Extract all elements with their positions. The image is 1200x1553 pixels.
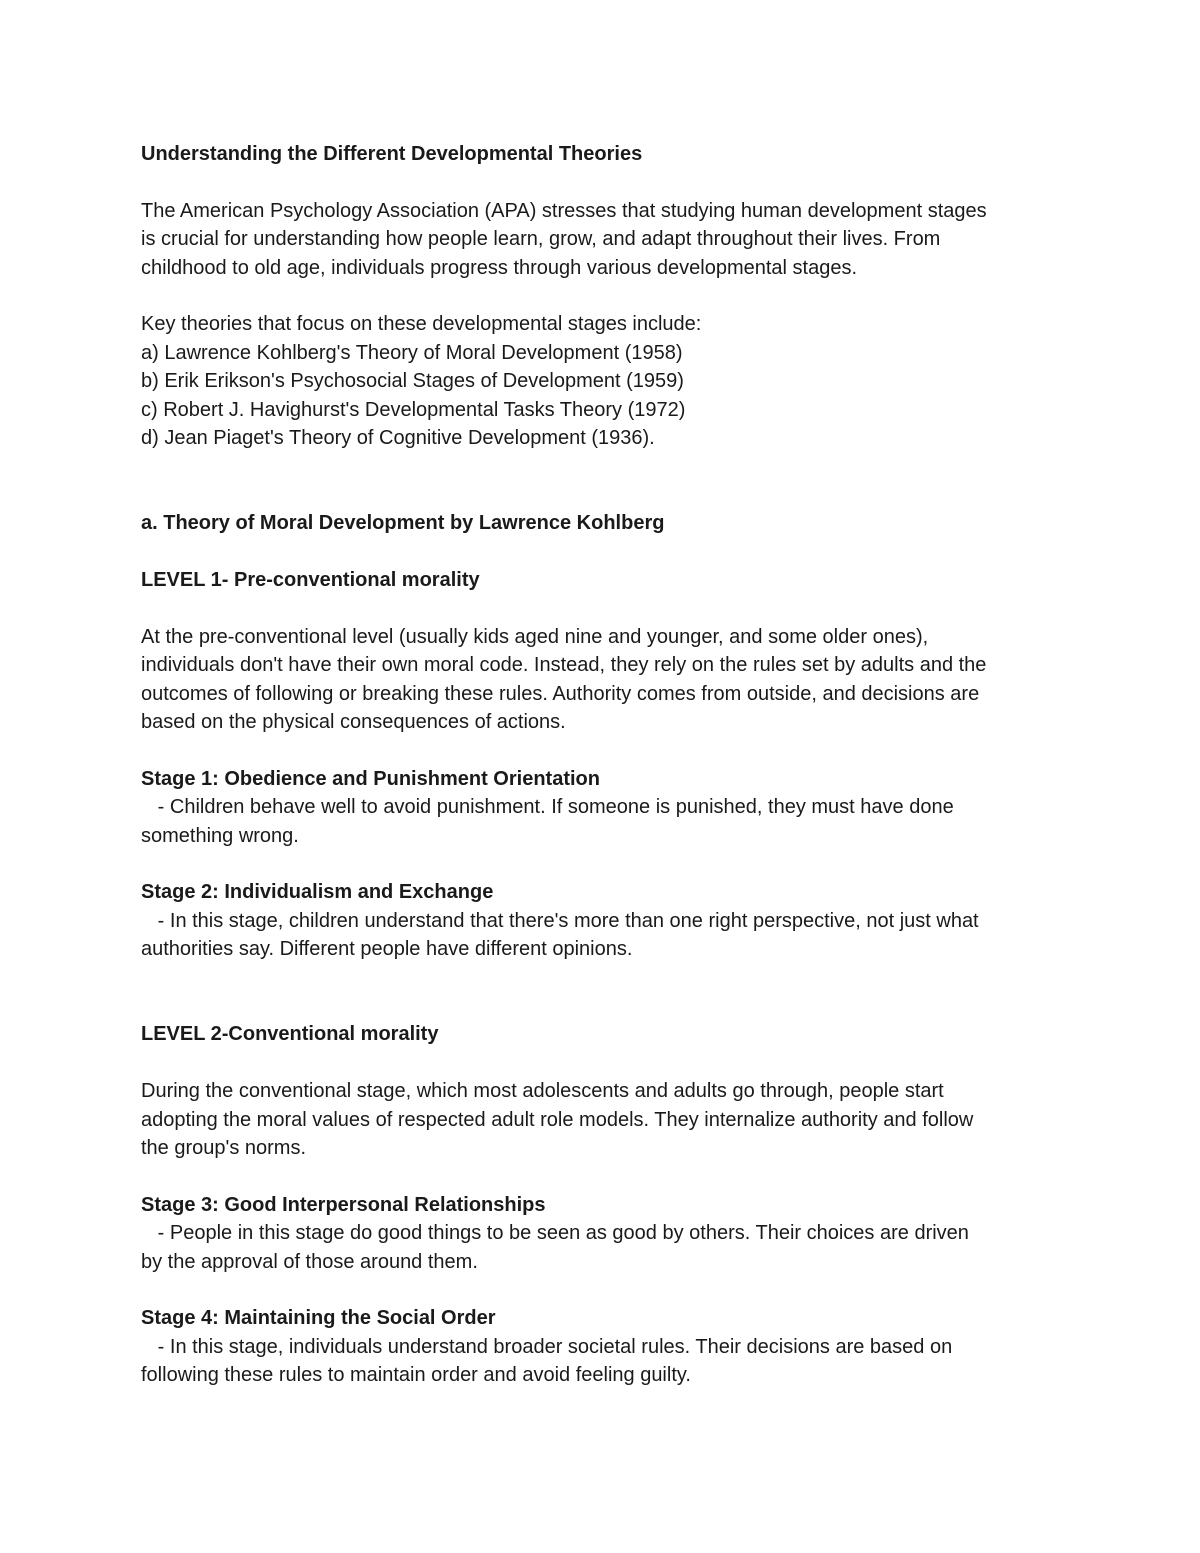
text-line: childhood to old age, individuals progress through various developmental stages. (141, 256, 858, 279)
level2-paragraph (141, 1077, 1071, 1162)
text-line: by the approval of those around them. (141, 1250, 478, 1273)
section-a-heading: a. Theory of Moral Development by Lawrence Kohlberg (141, 512, 665, 535)
document-page (141, 140, 1071, 1390)
text-line: - People in this stage do good things to be seen as good by others. Their choices are driven (141, 1222, 969, 1245)
intro-paragraph (141, 197, 1071, 282)
key-theories-list (141, 310, 1071, 452)
text-line: During the conventional stage, which most adolescents and adults go through, people start (141, 1080, 944, 1103)
list-item: b) Erik Erikson's Psychosocial Stages of Development (1959) (141, 370, 684, 393)
stage1-heading: Stage 1: Obedience and Punishment Orientation (141, 767, 600, 790)
list-item: c) Robert J. Havighurst's Developmental Tasks Theory (1972) (141, 398, 686, 421)
stage4-block (141, 1304, 1071, 1389)
level1-heading: LEVEL 1- Pre-conventional morality (141, 569, 480, 592)
text-line: something wrong. (141, 824, 299, 847)
text-line: based on the physical consequences of actions. (141, 711, 566, 734)
level1-paragraph (141, 623, 1071, 737)
stage2-heading: Stage 2: Individualism and Exchange (141, 881, 494, 904)
text-line: The American Psychology Association (APA) stresses that studying human development stages (141, 199, 987, 222)
document-title: Understanding the Different Developmental Theories (141, 143, 643, 165)
text-line: - Children behave well to avoid punishment. If someone is punished, they must have done (141, 796, 954, 819)
text-line: is crucial for understanding how people learn, grow, and adapt throughout their lives. From (141, 228, 941, 251)
stage3-block (141, 1191, 1071, 1276)
text-line: outcomes of following or breaking these rules. Authority comes from outside, and decisions are (141, 682, 980, 705)
list-item: a) Lawrence Kohlberg's Theory of Moral Development (1958) (141, 341, 683, 364)
text-line: - In this stage, children understand that there's more than one right perspective, not just what (141, 909, 979, 932)
key-theories-lead: Key theories that focus on these developmental stages include: (141, 313, 702, 336)
text-line: individuals don't have their own moral code. Instead, they rely on the rules set by adults and the (141, 654, 987, 677)
text-line: At the pre-conventional level (usually kids aged nine and younger, and some older ones), (141, 625, 929, 648)
stage3-heading: Stage 3: Good Interpersonal Relationships (141, 1193, 546, 1216)
text-line: - In this stage, individuals understand broader societal rules. Their decisions are based on (141, 1335, 953, 1358)
text-line: adopting the moral values of respected adult role models. They internalize authority and follow (141, 1108, 974, 1131)
stage2-block (141, 878, 1071, 963)
stage4-heading: Stage 4: Maintaining the Social Order (141, 1307, 496, 1330)
level2-heading: LEVEL 2-Conventional morality (141, 1023, 439, 1046)
text-line: authorities say. Different people have different opinions. (141, 938, 633, 961)
text-line: following these rules to maintain order and avoid feeling guilty. (141, 1364, 691, 1387)
stage1-block (141, 765, 1071, 850)
text-line: the group's norms. (141, 1137, 307, 1160)
list-item: d) Jean Piaget's Theory of Cognitive Development (1936). (141, 427, 655, 450)
